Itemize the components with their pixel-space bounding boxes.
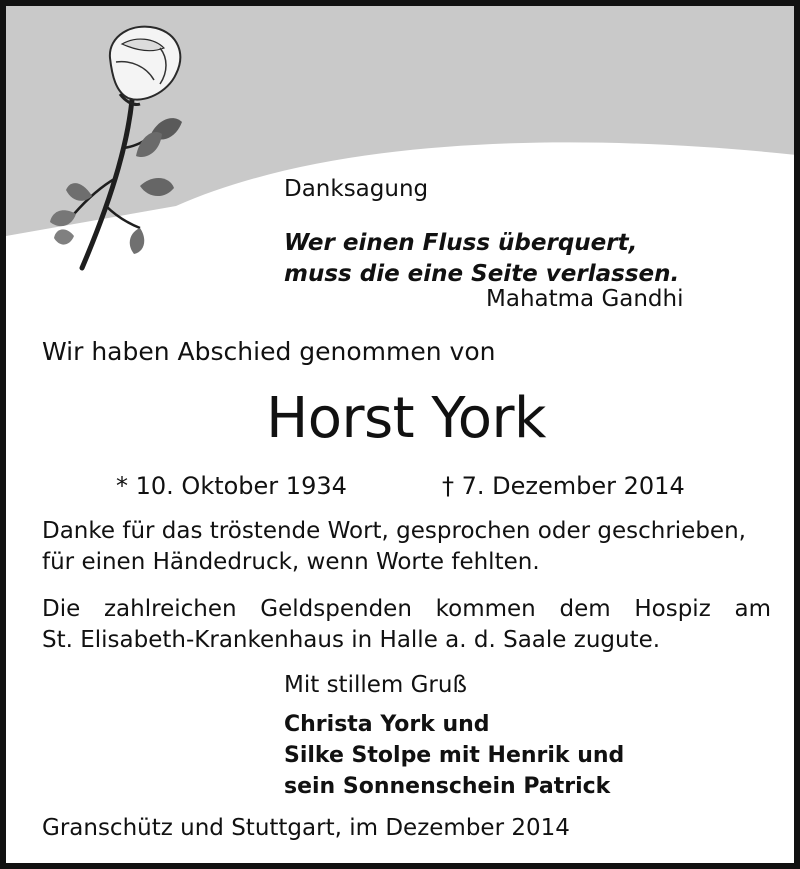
quote-author: Mahatma Gandhi: [486, 286, 684, 312]
signer-line: Silke Stolpe mit Henrik und: [284, 743, 625, 768]
quote-line-2: muss die eine Seite verlassen.: [284, 261, 680, 287]
thanks-line-1: Danke für das tröstende Wort, gesprochen oder geschrieben,: [42, 518, 746, 544]
signer-line: Christa York und: [284, 712, 490, 737]
place-and-date: Granschütz und Stuttgart, im Dezember 2014: [42, 815, 570, 841]
rose-icon: [36, 18, 196, 278]
death-date: † 7. Dezember 2014: [442, 472, 685, 500]
donations-paragraph: [42, 594, 771, 656]
thanks-paragraph: [42, 516, 746, 578]
thanks-line-2: für einen Händedruck, wenn Worte fehlten.: [42, 549, 540, 575]
signer-line: sein Sonnenschein Patrick: [284, 774, 611, 799]
deceased-name: Horst York: [266, 386, 546, 451]
heading-danksagung: Danksagung: [284, 176, 429, 202]
signers: [284, 709, 624, 802]
quote-line-1: Wer einen Fluss überquert,: [284, 230, 638, 256]
quote: [284, 228, 679, 290]
donations-line-2: St. Elisabeth-Krankenhaus in Halle a. d. Saale zugute.: [42, 627, 661, 653]
birth-date: * 10. Oktober 1934: [116, 472, 347, 500]
greeting: Mit stillem Gruß: [284, 672, 467, 698]
intro-text: Wir haben Abschied genommen von: [42, 337, 496, 366]
donations-line-1: Die zahlreichen Geldspenden kommen dem Hospiz am: [42, 596, 771, 622]
